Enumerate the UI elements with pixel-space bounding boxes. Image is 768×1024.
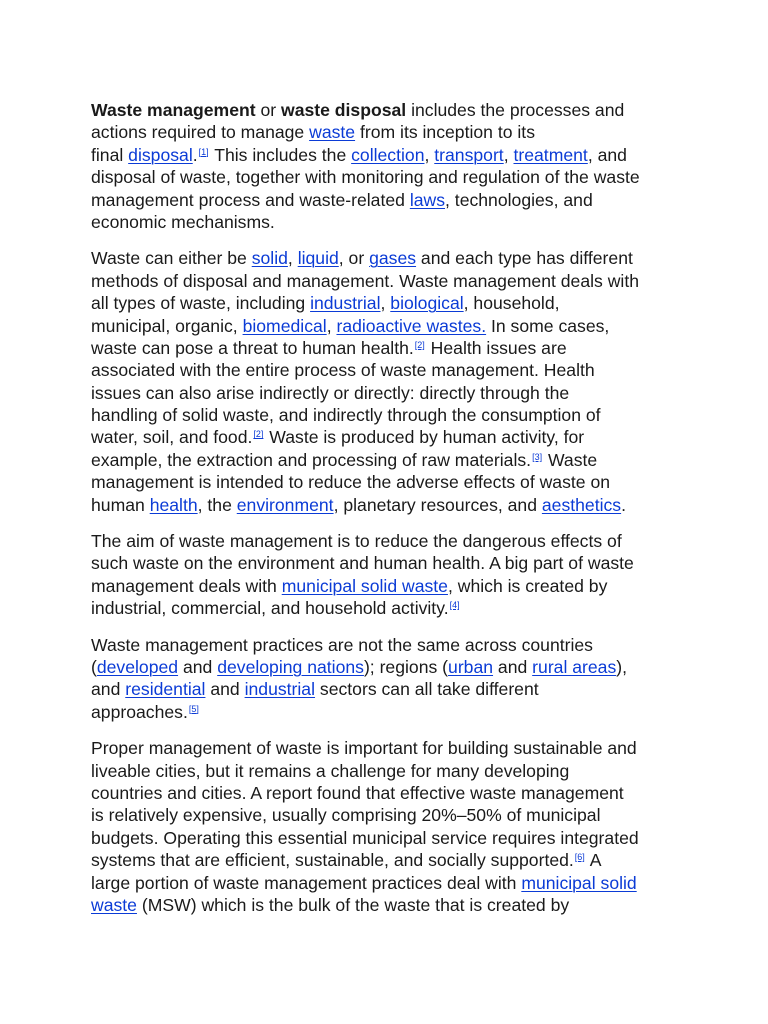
body-text: budgets. Operating this essential municipal service requires integrated <box>91 827 639 848</box>
link-radioactive-wastes[interactable]: radioactive wastes. <box>336 315 487 336</box>
body-text: or <box>255 100 282 120</box>
text-line <box>91 382 691 404</box>
body-text: , which is created by <box>447 575 608 596</box>
text-line <box>91 121 691 143</box>
body-text: This includes the <box>209 144 352 165</box>
text-line <box>91 737 691 759</box>
body-text: and <box>91 679 126 700</box>
body-text: , <box>424 144 435 165</box>
body-text: , <box>503 144 514 165</box>
link-transport[interactable]: transport <box>434 144 504 165</box>
paragraph <box>91 530 691 620</box>
link-municipal-solid[interactable]: municipal solid <box>521 872 637 893</box>
text-line <box>91 849 691 871</box>
body-text: In some cases, <box>486 315 610 336</box>
body-text: human <box>91 494 150 515</box>
text-line <box>91 782 691 804</box>
body-text: management is intended to reduce the adverse effects of waste on <box>91 472 611 493</box>
text-line <box>91 575 691 597</box>
text-line <box>91 247 691 269</box>
link-biological[interactable]: biological <box>390 293 464 314</box>
text-line <box>91 270 691 292</box>
citation-link[interactable]: [1] <box>198 146 209 157</box>
link-solid[interactable]: solid <box>251 248 288 269</box>
body-text: , or <box>338 248 370 269</box>
text-line <box>91 404 691 426</box>
body-text: large portion of waste management practices deal with <box>91 872 522 893</box>
body-text: municipal, organic, <box>91 315 243 336</box>
text-line <box>91 449 691 471</box>
body-text: , technologies, and <box>445 189 593 210</box>
body-text: all types of waste, including <box>91 293 311 314</box>
body-text: . <box>621 494 626 515</box>
body-text: handling of solid waste, and indirectly through the consumption of <box>91 405 601 426</box>
body-text: example, the extraction and processing of raw materials. <box>91 449 532 470</box>
link-health[interactable]: health <box>149 494 198 515</box>
text-line <box>91 166 691 188</box>
body-text: , household, <box>463 293 560 314</box>
body-text: issues can also arise indirectly or directly: directly through the <box>91 382 570 403</box>
body-text: , <box>287 248 298 269</box>
text-line <box>91 678 691 700</box>
body-text: The aim of waste management is to reduce the dangerous effects of <box>91 531 622 552</box>
link-environment[interactable]: environment <box>236 494 334 515</box>
body-text: and <box>493 656 533 677</box>
link-laws[interactable]: laws <box>409 189 446 210</box>
body-text: and <box>178 656 218 677</box>
body-text: water, soil, and food. <box>91 427 253 448</box>
text-line <box>91 494 691 516</box>
body-text: ), <box>616 656 628 677</box>
body-text: methods of disposal and management. Waste management deals with <box>91 270 639 291</box>
link-waste[interactable]: waste <box>309 122 356 143</box>
body-text: sectors can all take different <box>315 679 539 700</box>
text-line <box>91 292 691 314</box>
body-text: and <box>205 679 245 700</box>
body-text: liveable cities, but it remains a challenge for many developing <box>91 760 570 781</box>
link-collection[interactable]: collection <box>351 144 425 165</box>
body-text: is relatively expensive, usually comprising 20%–50% of municipal <box>91 805 601 826</box>
link-industrial[interactable]: industrial <box>244 679 316 700</box>
link-rural-areas[interactable]: rural areas <box>532 656 617 677</box>
body-text: Waste is produced by human activity, for <box>264 427 585 448</box>
text-line <box>91 597 691 619</box>
body-text: industrial, commercial, and household activity. <box>91 598 449 619</box>
body-text: management deals with <box>91 575 282 596</box>
text-line <box>91 656 691 678</box>
body-text: , and <box>587 144 627 165</box>
link-biomedical[interactable]: biomedical <box>242 315 327 336</box>
text-line <box>91 894 691 916</box>
citation-link[interactable]: [2] <box>253 429 264 440</box>
link-industrial[interactable]: industrial <box>310 293 381 314</box>
body-text: such waste on the environment and human health. A big part of waste <box>91 553 634 574</box>
bold-term: waste disposal <box>281 100 407 120</box>
body-text: Waste management practices are not the same across countries <box>91 634 593 655</box>
body-text: Health issues are <box>425 337 567 358</box>
text-line <box>91 760 691 782</box>
body-text: A <box>585 850 602 871</box>
text-line <box>91 359 691 381</box>
body-text: from its inception to its <box>355 122 535 143</box>
text-line <box>91 530 691 552</box>
citation-link[interactable]: [4] <box>449 600 460 611</box>
link-municipal-solid-waste[interactable]: municipal solid waste <box>281 575 448 596</box>
link-developed[interactable]: developed <box>96 656 179 677</box>
link-waste[interactable]: waste <box>91 894 137 915</box>
link-gases[interactable]: gases <box>369 248 417 269</box>
body-text: countries and cities. A report found that effective waste management <box>91 782 624 803</box>
paragraph <box>91 634 691 724</box>
body-text: (MSW) which is the bulk of the waste that is created by <box>136 894 570 915</box>
link-treatment[interactable]: treatment <box>513 144 588 165</box>
body-text: management process and waste-related <box>91 189 410 210</box>
body-text: approaches. <box>91 701 188 722</box>
body-text: ); regions ( <box>363 656 449 677</box>
body-text: economic mechanisms. <box>91 211 275 232</box>
body-text: , <box>326 315 337 336</box>
body-text: Waste can either be <box>91 248 252 269</box>
citation-link[interactable]: [2] <box>414 339 425 350</box>
paragraph <box>91 737 691 916</box>
text-line <box>91 211 691 233</box>
body-text: final <box>91 144 129 165</box>
text-line <box>91 827 691 849</box>
paragraph <box>91 99 691 233</box>
body-text: , planetary resources, and <box>333 494 542 515</box>
body-text: actions required to manage <box>91 122 310 143</box>
text-line <box>91 189 691 211</box>
body-text: Proper management of waste is important for building sustainable and <box>91 738 637 759</box>
citation-link[interactable]: [3] <box>532 451 543 462</box>
text-line <box>91 144 691 166</box>
body-text: disposal of waste, together with monitoring and regulation of the waste <box>91 167 640 188</box>
text-line <box>91 552 691 574</box>
text-line <box>91 337 691 359</box>
link-residential[interactable]: residential <box>125 679 206 700</box>
text-line <box>91 315 691 337</box>
citation-link[interactable]: [6] <box>574 852 585 863</box>
text-line <box>91 872 691 894</box>
link-aesthetics[interactable]: aesthetics <box>541 494 622 515</box>
text-line <box>91 99 691 121</box>
body-text: Waste <box>543 449 598 470</box>
body-text: includes the processes and <box>406 100 625 120</box>
link-urban[interactable]: urban <box>448 656 494 677</box>
text-line <box>91 426 691 448</box>
body-text: and each type has different <box>416 248 633 269</box>
body-text: . <box>192 144 198 165</box>
link-disposal[interactable]: disposal <box>128 144 193 165</box>
body-text: , the <box>197 494 237 515</box>
body-text: associated with the entire process of waste management. Health <box>91 360 595 381</box>
body-text: , <box>380 293 391 314</box>
citation-link[interactable]: [5] <box>188 703 199 714</box>
text-line <box>91 634 691 656</box>
paragraph <box>91 247 691 516</box>
bold-term: Waste management <box>91 100 256 120</box>
text-line <box>91 701 691 723</box>
link-liquid[interactable]: liquid <box>297 248 339 269</box>
text-line <box>91 471 691 493</box>
body-text: waste can pose a threat to human health. <box>91 337 414 358</box>
text-line <box>91 804 691 826</box>
link-developing-nations[interactable]: developing nations <box>217 656 364 677</box>
body-text: ( <box>91 656 97 677</box>
body-text: systems that are efficient, sustainable, and socially supported. <box>91 850 574 871</box>
